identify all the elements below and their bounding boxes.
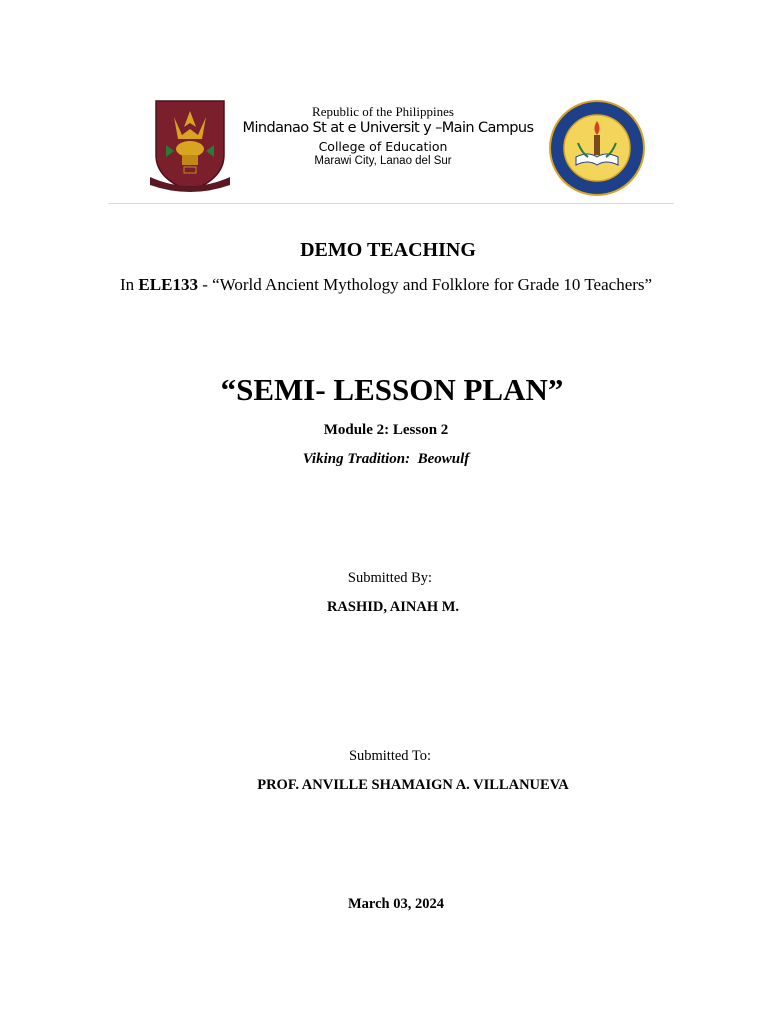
course-code: ELE133 — [138, 275, 198, 294]
course-line — [120, 275, 680, 295]
university-name: Mindanao St at e Universit y –Main Campus — [242, 120, 534, 136]
submitted-to-name: PROF. ANVILLE SHAMAIGN A. VILLANUEVA — [257, 777, 569, 793]
msu-seal-logo — [148, 99, 232, 197]
course-prefix: In — [120, 275, 139, 294]
submitted-by-label: Submitted By: — [347, 570, 433, 586]
city-line: Marawi City, Lanao del Sur — [314, 155, 452, 167]
lesson-topic: Viking Tradition: Beowulf — [302, 451, 470, 467]
document-title: “SEMI- LESSON PLAN” — [220, 372, 564, 407]
submitted-by-name: RASHID, AINAH M. — [326, 599, 460, 615]
course-title: - “World Ancient Mythology and Folklore for Grade 10 Teachers” — [197, 275, 653, 294]
demo-teaching-title: DEMO TEACHING — [300, 239, 476, 261]
header-divider — [108, 203, 674, 204]
module-lesson: Module 2: Lesson 2 — [323, 422, 449, 438]
college-name: College of Education — [318, 139, 448, 154]
submission-date: March 03, 2024 — [348, 896, 444, 912]
college-of-education-seal-logo — [548, 99, 646, 197]
republic-line: Republic of the Philippines — [312, 104, 454, 119]
submitted-to-label: Submitted To: — [348, 748, 432, 764]
